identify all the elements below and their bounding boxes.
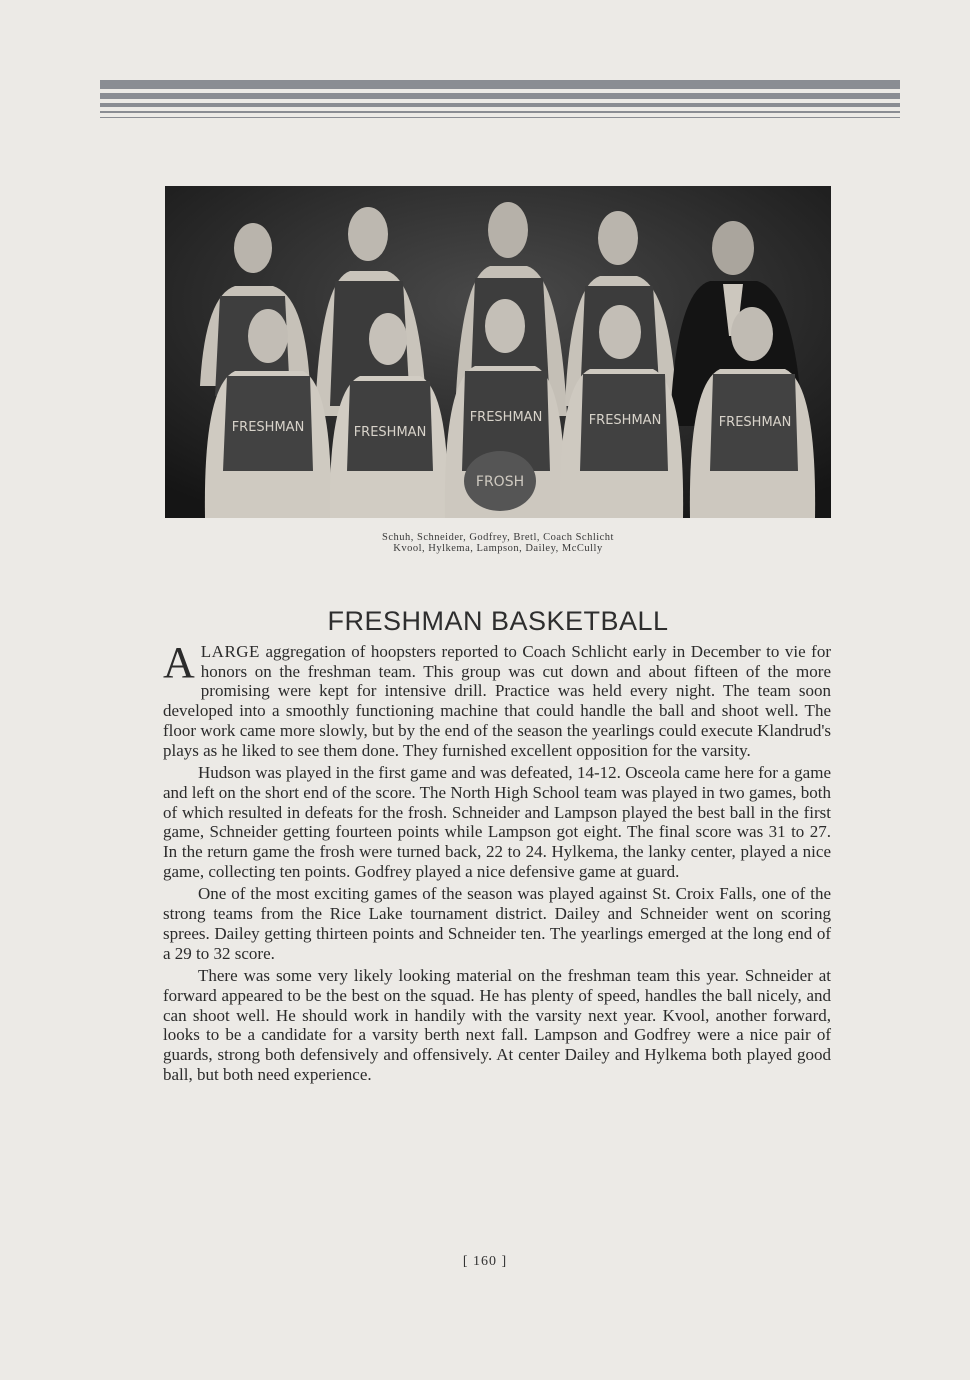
jersey-text: FRESHMAN [231, 420, 305, 435]
header-rule-3 [100, 103, 900, 107]
header-rule-2 [100, 93, 900, 99]
photo-caption [165, 532, 831, 554]
caption-line-2: Kvool, Hylkema, Lampson, Dailey, McCully [393, 543, 603, 554]
team-photo [165, 186, 831, 518]
paragraph-4: There was some very likely looking material on the freshman team this year. Schneider at forward appeared to be the best on the squad. He has plenty of speed, handles the ball nicely, and can shoot well. He should work in handily with the varsity next year. Kvool, another forward, looks to be a candidate for a varsity berth next fall. Lampson and Godfrey were a nice pair of guards, strong both defensively and offensively. At center Dailey and Hylkema both played good ball, but both need experience. [163, 966, 831, 1084]
jersey-text: FRESHMAN [718, 415, 792, 430]
article-title: FRESHMAN BASKETBALL [327, 606, 669, 637]
article-body [163, 638, 831, 1087]
header-rule-1 [100, 80, 900, 89]
paragraph-2: Hudson was played in the first game and was defeated, 14-12. Osceola came here for a game and left on the short end of the score. The North High School team was played in two games, both of which resulted in defeats for the frosh. Schneider and Lampson played the best ball in the first game, Schneider getting fourteen points while Lampson got eight. The final score was 31 to 27. In the return game the frosh were turned back, 22 to 24. Hylkema, the lanky center, played a nice game, collecting ten points. Godfrey played a nice defensive game at guard. [163, 763, 831, 881]
ball-text: FROSH [475, 474, 525, 490]
jersey-text: FRESHMAN [353, 425, 427, 440]
paragraph-1 [163, 638, 831, 760]
drop-cap: A [163, 638, 195, 687]
jersey-text: FRESHMAN [469, 410, 543, 425]
header-rule-5 [100, 117, 900, 118]
lead-in-smallcaps: LARGE [200, 642, 260, 661]
page-number: [ 160 ] [462, 1254, 508, 1269]
jersey-text: FRESHMAN [588, 413, 662, 428]
caption-line-1: Schuh, Schneider, Godfrey, Bretl, Coach Schlicht [382, 532, 614, 543]
paragraph-3: One of the most exciting games of the season was played against St. Croix Falls, one of the strong teams from the Rice Lake tournament district. Dailey and Schneider went on scoring sprees. Dailey getting thirteen points and Schneider ten. The yearlings emerged at the long end of a 29 to 32 score. [163, 884, 831, 963]
header-rule-4 [100, 111, 900, 113]
paragraph-1-text: aggregation of hoopsters reported to Coach Schlicht early in December to vie for honors on the freshman team. This group was cut down and about fifteen of the more promising were kept for intensive drill. Practice was held every night. The team soon developed into a smoothly functioning machine that could handle the ball and shoot well. The floor work came more slowly, but by the end of the season the yearlings could execute Klandrud's plays as he liked to see them done. They furnished excellent opposition for the varsity. [163, 642, 831, 760]
